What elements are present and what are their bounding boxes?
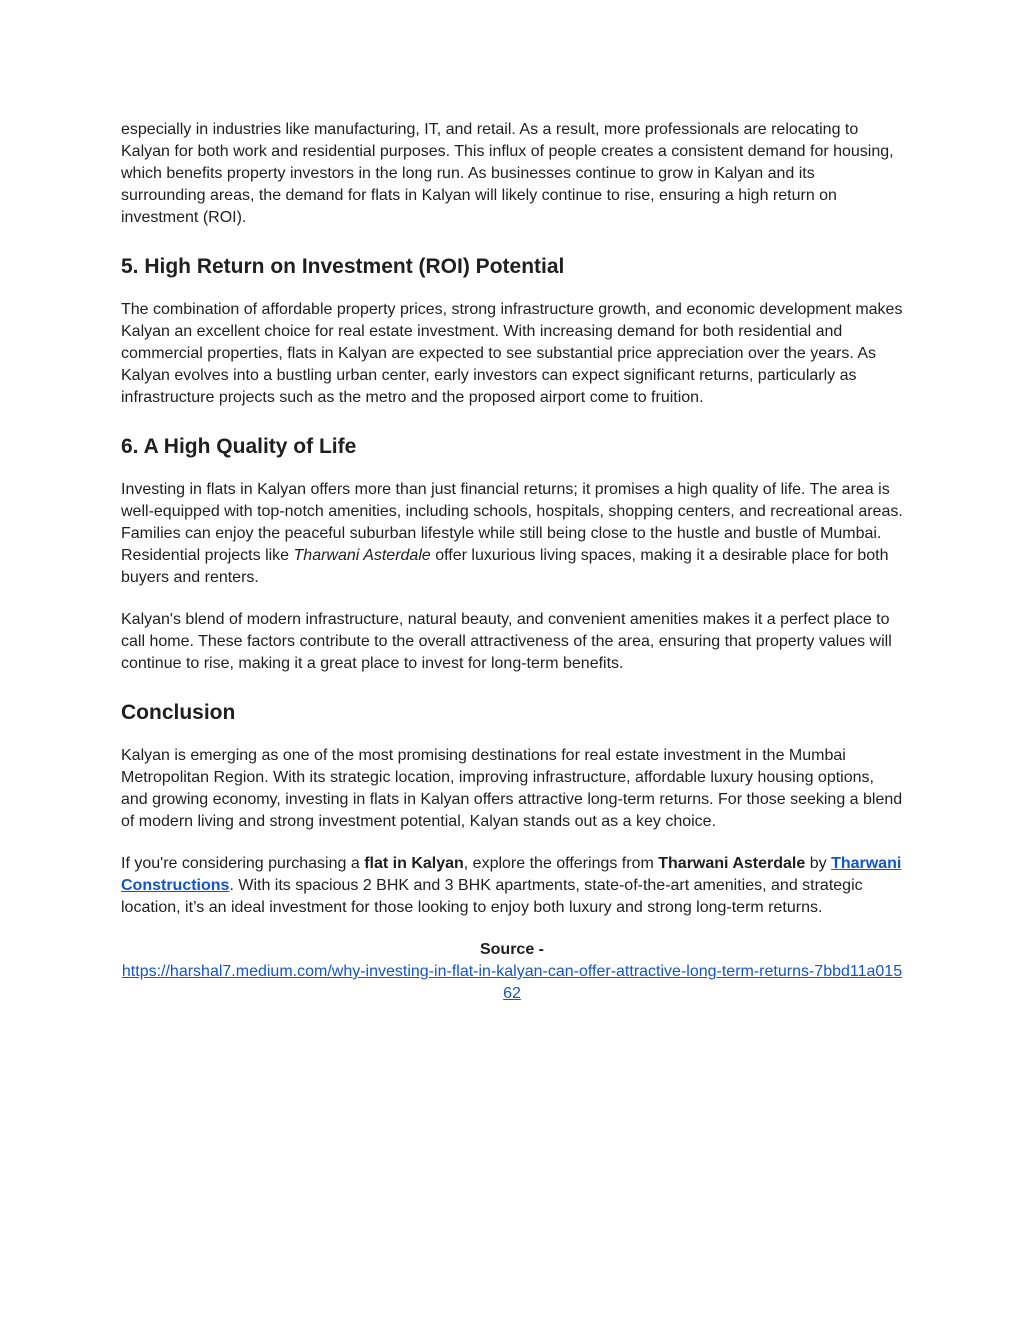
tharwani-constructions-link[interactable]: Tharwani Constructions [121,855,902,894]
quality-of-life-paragraph-2: Kalyan's blend of modern infrastructure, natural beauty, and convenient amenities makes it a perfect place to call home. These factors contribute to the overall attractiveness of the area, ensuring that property values will continue to rise, making it a great place to invest for long-term benefits. [121,611,892,672]
project-name-italic: Tharwani Asterdale [293,547,431,564]
source-block [121,939,903,1005]
conclusion-paragraph-1: Kalyan is emerging as one of the most promising destinations for real estate investment in the Mumbai Metropolitan Region. With its strategic location, improving infrastructure, affordable luxury housing options, and growing economy, investing in flats in Kalyan offers attractive long-term returns. For those seeking a blend of modern living and strong investment potential, Kalyan stands out as a key choice. [121,747,903,830]
source-url-link[interactable]: https://harshal7.medium.com/why-investing-in-flat-in-kalyan-can-offer-attractive-long-term-returns-7bbd11a01562 [121,963,903,1002]
flat-in-kalyan-bold: flat in Kalyan [364,855,464,872]
roi-paragraph: The combination of affordable property prices, strong infrastructure growth, and economic development makes Kalyan an excellent choice for real estate investment. With increasing demand for both residential and commercial properties, flats in Kalyan are expected to see substantial price appreciation over the years. As Kalyan evolves into a bustling urban center, early investors can expect significant returns, particularly as infrastructure projects such as the metro and the proposed airport come to fruition. [121,301,903,406]
conclusion-paragraph-2 [121,853,903,919]
quality-of-life-heading: 6. A High Quality of Life [121,435,357,458]
conclusion-text-d: . With its spacious 2 BHK and 3 BHK apartments, state-of-the-art amenities, and strategic location, it’s an ideal investment for those looking to enjoy both luxury and strong long-term returns. [121,877,863,916]
conclusion-text-b: , explore the offerings from [463,855,659,872]
document-page [121,119,903,1005]
source-label: Source - [479,941,544,958]
conclusion-heading: Conclusion [121,701,236,724]
conclusion-text-a: If you're considering purchasing a [121,855,365,872]
conclusion-text-c: by [805,855,832,872]
quality-of-life-paragraph-1 [121,479,903,589]
life-text-after: offer luxurious living spaces, making it a desirable place for both buyers and renters. [121,547,889,586]
life-text-before: Investing in flats in Kalyan offers more than just financial returns; it promises a high quality of life. The area is well-equipped with top-notch amenities, including schools, hospitals, shopping centers, and recreational areas. Families can enjoy the peaceful suburban lifestyle while still being close to the hustle and bustle of Mumbai. Residential projects like [121,481,903,564]
intro-paragraph: especially in industries like manufacturing, IT, and retail. As a result, more professionals are relocating to Kalyan for both work and residential purposes. This influx of people creates a consistent demand for housing, which benefits property investors in the long run. As businesses continue to grow in Kalyan and its surrounding areas, the demand for flats in Kalyan will likely continue to rise, ensuring a high return on investment (ROI). [121,121,894,226]
roi-heading: 5. High Return on Investment (ROI) Potential [121,255,565,278]
tharwani-asterdale-bold: Tharwani Asterdale [658,855,806,872]
